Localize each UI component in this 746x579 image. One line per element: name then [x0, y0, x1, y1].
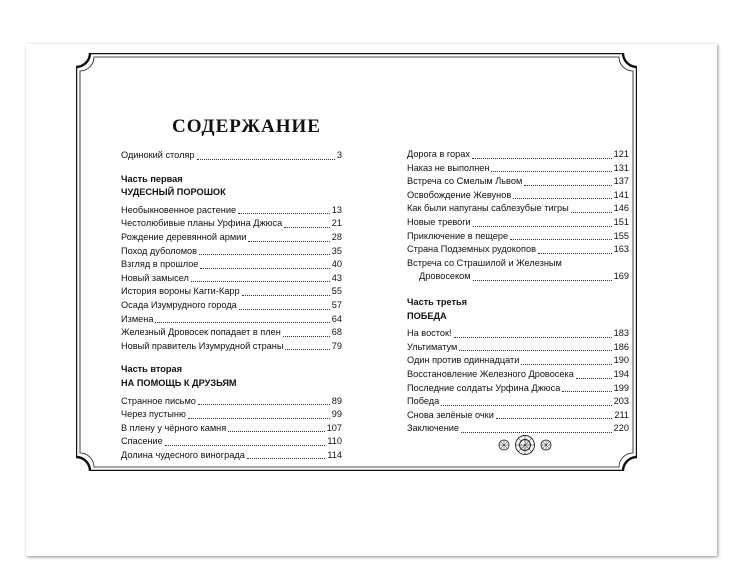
toc-entry[interactable]: Осада Изумрудного города 57 — [121, 299, 342, 310]
part3-entries — [407, 327, 629, 436]
part1-entries — [121, 204, 342, 354]
toc-entry[interactable]: Встреча со Смелым Львом 137 — [407, 176, 629, 187]
toc-entry[interactable]: Честолюбивые планы Урфина Джюса 21 — [121, 218, 342, 229]
toc-entry[interactable]: Снова зелёные очки 211 — [407, 409, 629, 420]
part2-entries — [121, 395, 342, 463]
toc-left-column — [121, 149, 342, 462]
toc-entry[interactable]: Как были напуганы саблезубые тигры 146 — [407, 203, 629, 214]
toc-entry[interactable]: Спасение 110 — [121, 436, 342, 447]
toc-entry[interactable]: История вороны Кагги-Карр 55 — [121, 286, 342, 297]
toc-entry[interactable]: Железный Дровосек попадает в плен 68 — [121, 327, 342, 338]
toc-entry[interactable]: Встреча со Страшилой и Железным Дровосеком 169 — [407, 257, 629, 282]
part-label: Часть третья — [407, 296, 467, 307]
toc-entry[interactable]: Необыкновенное растение 13 — [121, 204, 342, 215]
gem-ornament-icon — [495, 433, 555, 462]
toc-entry[interactable]: Победа 203 — [407, 396, 629, 407]
toc-entry[interactable]: Новый замысел 43 — [121, 272, 342, 283]
toc-entry[interactable]: Новый правитель Изумрудной страны 79 — [121, 340, 342, 351]
part-label: Часть вторая — [121, 364, 182, 375]
part-label: Часть первая — [121, 173, 183, 184]
toc-entry[interactable]: В плену у чёрного камня 107 — [121, 422, 342, 433]
toc-entry[interactable]: Рождение деревянной армии 28 — [121, 231, 342, 242]
toc-entry[interactable]: Последние солдаты Урфина Джюса 199 — [407, 382, 629, 393]
toc-entry[interactable]: Приключение в пещере 155 — [407, 230, 629, 241]
toc-entry[interactable]: Измена 64 — [121, 313, 342, 324]
toc-entry[interactable]: Ультиматум 186 — [407, 341, 629, 352]
toc-entry[interactable]: Одинокий столяр 3 — [121, 150, 342, 160]
toc-entry[interactable]: Восстановление Железного Дровосека 194 — [407, 368, 629, 379]
part-name: ПОБЕДА — [407, 310, 447, 321]
toc-entry[interactable]: Дорога в горах 121 — [407, 149, 629, 159]
part-name: НА ПОМОЩЬ К ДРУЗЬЯМ — [121, 377, 237, 388]
toc-entry[interactable]: Поход дуболомов 35 — [121, 245, 342, 256]
toc-entry[interactable]: Взгляд в прошлое 40 — [121, 259, 342, 270]
toc-entry[interactable]: Через пустыню 99 — [121, 409, 342, 420]
toc-entry[interactable]: Освобождение Жевунов 141 — [407, 189, 629, 200]
toc-entry[interactable]: Новые тревоги 151 — [407, 216, 629, 227]
toc-entry[interactable]: Страна Подземных рудокопов 163 — [407, 244, 629, 255]
part-name: ЧУДЕСНЫЙ ПОРОШОК — [121, 187, 226, 198]
toc-entry[interactable]: Заключение 220 — [407, 423, 629, 434]
toc-entry[interactable]: Наказ не выполнен 131 — [407, 162, 629, 173]
page-title: СОДЕРЖАНИЕ — [172, 116, 321, 137]
toc-right-column — [407, 148, 629, 436]
toc-entry[interactable]: Долина чудесного винограда 114 — [121, 449, 342, 460]
toc-entry[interactable]: На восток! 183 — [407, 328, 629, 339]
toc-entry[interactable]: Странное письмо 89 — [121, 395, 342, 406]
part2-cont-entries — [407, 148, 629, 284]
toc-entry[interactable]: Один против одиннадцати 190 — [407, 355, 629, 366]
